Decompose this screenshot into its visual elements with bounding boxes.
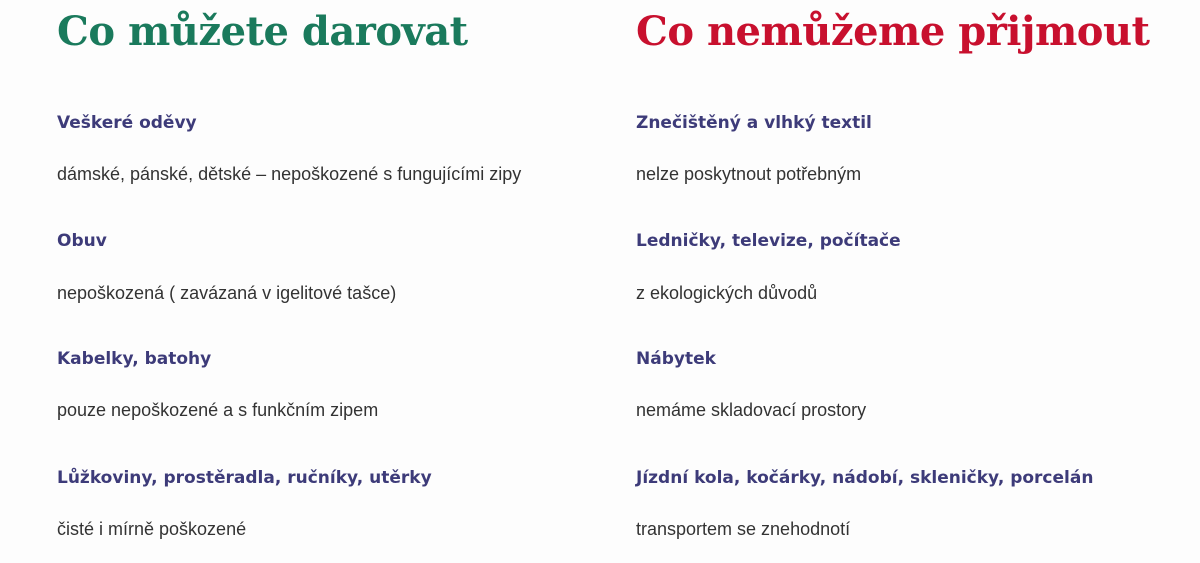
item-title: Obuv — [57, 231, 107, 251]
item-description: nelze poskytnout potřebným — [636, 164, 862, 184]
item-title: Nábytek — [636, 349, 716, 369]
item-title: Kabelky, batohy — [57, 349, 212, 369]
item-description: z ekologických důvodů — [636, 283, 818, 303]
item-title: Lůžkoviny, prostěradla, ručníky, utěrky — [57, 468, 432, 488]
item-title: Veškeré oděvy — [57, 113, 197, 133]
can-donate-heading: Co můžete darovat — [57, 8, 468, 55]
item-description: nemáme skladovací prostory — [636, 400, 867, 420]
item-title: Ledničky, televize, počítače — [636, 231, 901, 251]
item-description: dámské, pánské, dětské – nepoškozené s fungujícími zipy — [57, 164, 522, 184]
item-description: transportem se znehodnotí — [636, 519, 851, 539]
item-title: Znečištěný a vlhký textil — [636, 113, 872, 133]
item-description: nepoškozená ( zavázaná v igelitové tašce) — [57, 283, 397, 303]
cannot-accept-heading: Co nemůžeme přijmout — [636, 8, 1150, 55]
item-description: čisté i mírně poškozené — [57, 519, 247, 539]
item-description: pouze nepoškozené a s funkčním zipem — [57, 400, 379, 420]
item-title: Jízdní kola, kočárky, nádobí, skleničky, porcelán — [636, 468, 1094, 488]
